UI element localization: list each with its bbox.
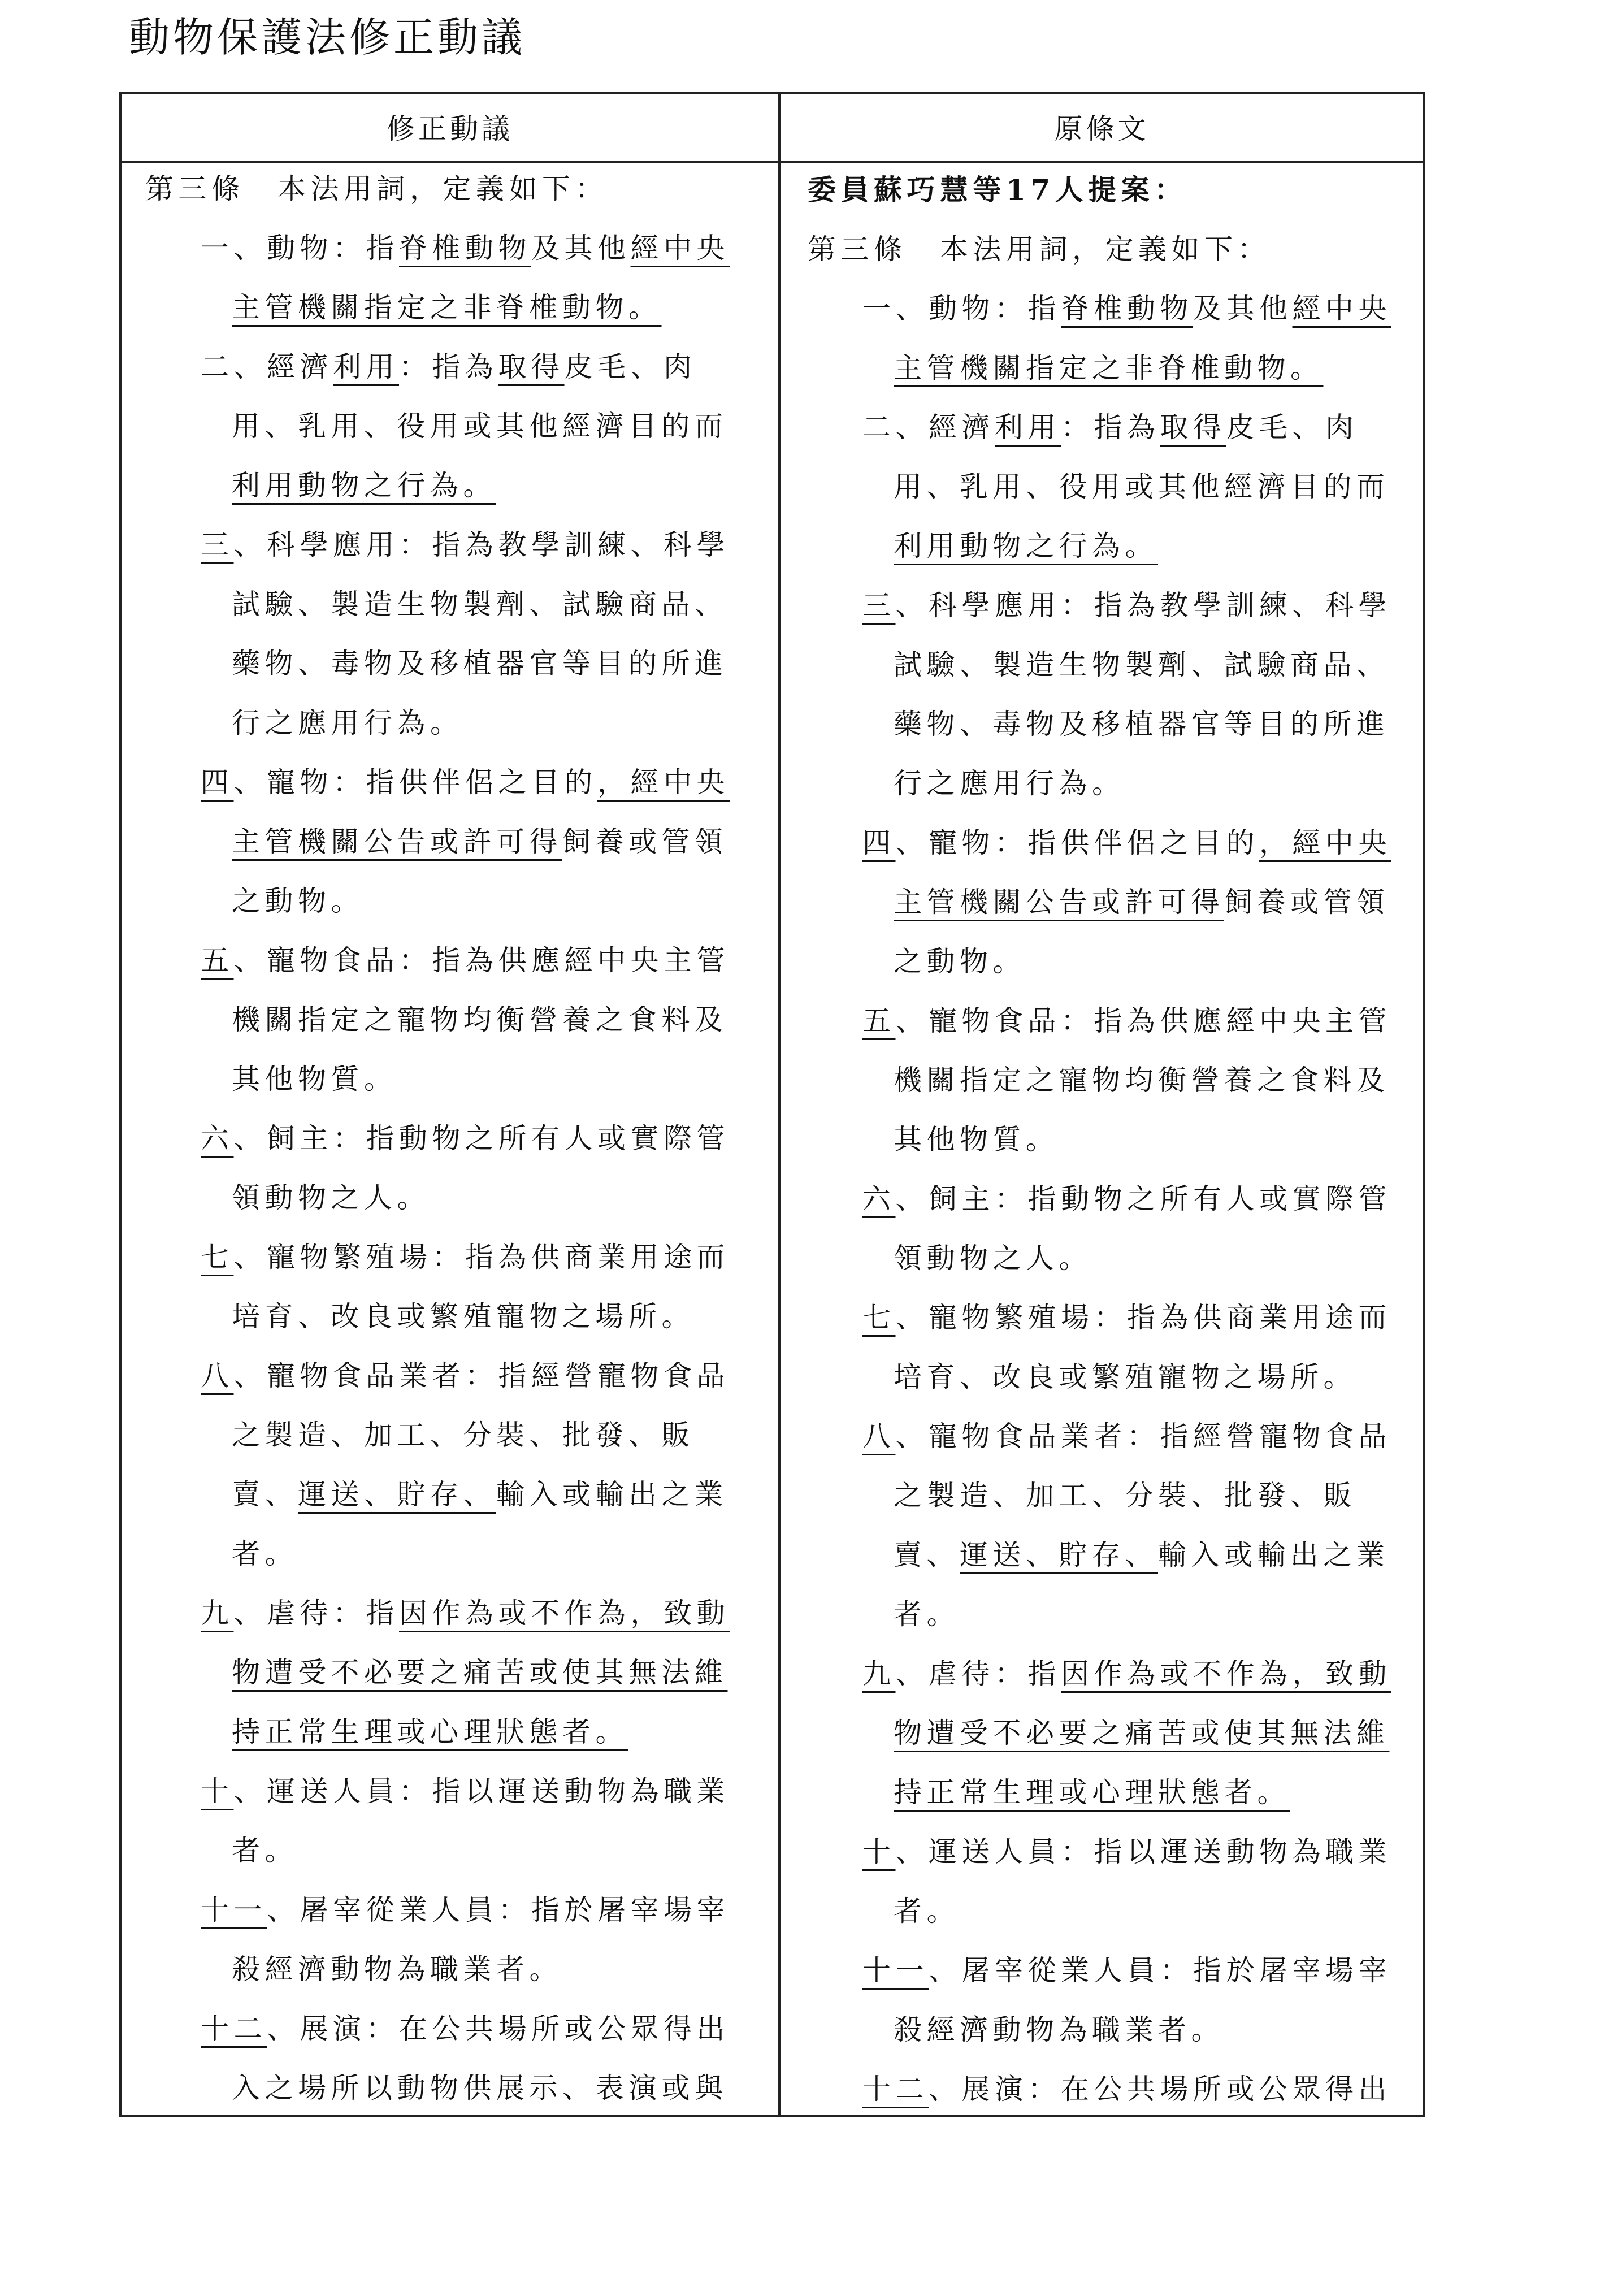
text-segment: 二、經濟 [201,350,333,383]
text-segment: 、屠宰從業人員：指於屠宰場宰 [929,1954,1391,1987]
underlined-text: 六 [201,1122,234,1155]
underlined-text: 九 [201,1597,234,1630]
text-segment: 之製造、加工、分裝、批發、販 [894,1479,1356,1512]
text-segment: 、飼主：指動物之所有人或實際管 [233,1122,730,1155]
underlined-text: 持正常生理或心理狀態者。 [894,1776,1290,1809]
text-line [862,1654,1391,1693]
text-segment: 、寵物繁殖場：指為供商業用途而 [895,1301,1391,1334]
underlined-text: 利用動物之行為。 [232,469,496,502]
text-segment: 領動物之人。 [232,1181,430,1214]
text-line [232,584,728,624]
text-line [201,2009,730,2048]
text-segment: 試驗、製造生物製劑、試驗商品、 [232,588,728,621]
text-line [232,1534,298,1574]
text-line [894,467,1390,506]
text-segment: 、虐待：指 [233,1597,399,1630]
text-line [232,1178,430,1218]
text-line [894,526,1158,566]
text-line [862,823,1391,863]
underlined-text: 取得 [1160,411,1226,444]
text-segment: 者。 [894,1598,960,1631]
text-segment: 其他物質。 [894,1123,1059,1156]
text-line [862,586,1391,625]
underlined-text: 七 [862,1301,896,1334]
text-segment: 培育、改良或繁殖寵物之場所。 [232,1300,695,1333]
text-line [232,1712,628,1752]
underlined-text: 利用 [333,350,399,383]
text-line [201,941,730,980]
underlined-text: 主管機關公告或許可得 [232,825,562,858]
text-line [894,1357,1356,1397]
text-line [232,2068,728,2108]
text-line [232,1000,728,1039]
text-line [201,228,730,268]
text-segment: 領動物之人。 [894,1242,1092,1275]
underlined-text: 主管機關公告或許可得 [894,886,1224,919]
header-divider [122,161,1423,163]
text-segment: 之製造、加工、分裝、批發、販 [232,1419,695,1452]
underlined-text: 脊椎動物 [399,232,531,265]
text-line [894,764,1125,803]
underlined-text: 八 [862,1420,896,1453]
text-segment: 、寵物繁殖場：指為供商業用途而 [233,1241,730,1273]
text-segment: ：指為 [1061,411,1160,444]
text-line [808,229,1271,269]
text-line [894,1238,1092,1278]
text-line [862,1298,1391,1337]
underlined-text: 物遭受不必要之痛苦或使其無法維 [894,1717,1390,1749]
text-segment: 皮毛、肉 [564,350,697,383]
underlined-text: 四 [862,826,896,859]
text-line [862,1179,1391,1219]
text-segment: 者。 [232,1834,298,1867]
underlined-text: 八 [201,1359,234,1392]
text-line [862,408,1359,447]
underlined-text: 運送、貯存、 [298,1478,496,1511]
text-line [232,466,496,505]
text-segment: 機關指定之寵物均衡營養之食料及 [894,1064,1390,1097]
underlined-text: 五 [201,944,234,977]
underlined-text: 十一 [862,1954,929,1987]
text-segment: 二、經濟 [862,411,995,444]
text-segment: 賣、 [232,1478,298,1511]
text-segment: 、運送人員：指以運送動物為職業 [233,1775,730,1808]
underlined-text: 取得 [498,350,565,383]
text-line [201,763,730,802]
text-segment: 用、乳用、役用或其他經濟目的而 [232,410,728,443]
text-line [862,1832,1391,1872]
text-line [232,703,463,743]
text-line [232,406,728,446]
underlined-text: 持正常生理或心理狀態者。 [232,1715,628,1748]
underlined-text: 因作為或不作為，致動 [1061,1657,1391,1690]
text-segment: 、寵物食品業者：指經營寵物食品 [895,1420,1391,1453]
underlined-text: 主管機關指定之非脊椎動物。 [894,352,1324,384]
text-segment: 、科學應用：指為教學訓練、科學 [233,528,730,561]
text-segment: 、寵物食品：指為供應經中央主管 [895,1004,1391,1037]
text-line [894,882,1390,922]
text-segment: 者。 [232,1537,298,1570]
underlined-text: 六 [862,1182,896,1215]
text-line [894,1773,1290,1812]
document-title: 動物保護法修正動議 [129,14,526,61]
text-segment: 皮毛、肉 [1226,411,1359,444]
text-segment: 其他物質。 [232,1063,397,1095]
underlined-text: 脊椎動物 [1061,292,1193,325]
text-line [232,288,662,327]
text-segment: 者。 [894,1895,960,1927]
text-segment: 第三條 本法用詞，定義如下： [808,233,1271,266]
underlined-text: 十二 [201,2012,267,2045]
text-line [862,1951,1391,1990]
underlined-text: 經中央 [630,232,730,265]
text-segment: 入之場所以動物供展示、表演或與 [232,2072,728,2104]
header-original: 原條文 [1054,112,1150,145]
text-line [201,525,730,565]
text-segment: 、寵物食品業者：指經營寵物食品 [233,1359,730,1392]
text-line [232,1415,695,1455]
text-line [894,348,1324,388]
text-line [201,1593,730,1633]
text-segment: 、展演：在公共場所或公眾得出 [267,2012,730,2045]
text-segment: 賣、 [894,1539,960,1571]
text-line [894,1891,960,1931]
underlined-text: 十二 [862,2073,929,2106]
text-segment: 一、動物：指 [201,232,399,265]
text-segment: 輸入或輸出之業 [1158,1539,1390,1571]
underlined-text: 十 [201,1775,234,1808]
text-segment: 之動物。 [232,885,364,917]
text-segment: 第三條 本法用詞，定義如下： [145,172,608,205]
text-line [894,704,1390,744]
text-segment: 飼養或管領 [1224,886,1390,919]
text-segment: 殺經濟動物為職業者。 [232,1953,562,1986]
header-amendment: 修正動議 [387,112,513,145]
text-line [201,1119,730,1158]
underlined-text: 十 [862,1835,896,1868]
text-line [894,1120,1059,1159]
text-line [894,1595,960,1634]
text-line [862,1001,1391,1041]
text-segment: 殺經濟動物為職業者。 [894,2013,1224,2046]
text-segment: 、寵物：指供伴侶之目的 [233,766,597,799]
text-segment: 藥物、毒物及移植器官等目的所進 [232,647,728,680]
text-line [201,1356,730,1396]
text-line [894,942,1026,981]
text-line [894,645,1390,685]
text-segment: 行之應用行為。 [232,707,463,739]
text-segment: 試驗、製造生物製劑、試驗商品、 [894,648,1390,681]
underlined-text: 物遭受不必要之痛苦或使其無法維 [232,1656,728,1689]
text-line [862,1416,1391,1456]
text-line [145,169,608,209]
text-segment: 、展演：在公共場所或公眾得出 [929,2073,1391,2106]
underlined-text: 五 [862,1004,896,1037]
underlined-text: 利用動物之行為。 [894,530,1158,562]
proposer-line: 委員蘇巧慧等17人提案： [808,173,1187,206]
text-segment: 飼養或管領 [562,825,728,858]
text-segment: 、虐待：指 [895,1657,1061,1690]
text-segment: 一、動物：指 [862,292,1061,325]
text-line [862,289,1391,328]
text-line [232,881,364,921]
text-segment: 行之應用行為。 [894,767,1125,800]
text-segment: 、寵物：指供伴侶之目的 [895,826,1259,859]
text-segment: 輸入或輸出之業 [496,1478,728,1511]
text-line [894,2010,1224,2050]
underlined-text: 四 [201,766,234,799]
underlined-text: ，經中央 [1259,826,1391,859]
text-segment: 、寵物食品：指為供應經中央主管 [233,944,730,977]
text-line [232,1297,695,1336]
text-line [201,1771,730,1811]
text-line [232,1059,397,1099]
text-line [862,2069,1391,2109]
text-segment: 用、乳用、役用或其他經濟目的而 [894,470,1390,503]
text-segment: 及其他 [531,232,631,265]
text-line [232,644,728,683]
text-segment: 及其他 [1193,292,1293,325]
text-segment: 、飼主：指動物之所有人或實際管 [895,1182,1391,1215]
text-line [232,1653,728,1692]
text-line [894,1535,1390,1575]
underlined-text: 利用 [995,411,1061,444]
comparison-table [119,92,1425,2117]
text-line [232,1950,562,1989]
text-segment: 之動物。 [894,945,1026,978]
text-line [201,1890,730,1930]
underlined-text: 運送、貯存、 [960,1539,1158,1571]
underlined-text: 九 [862,1657,896,1690]
text-segment: 、運送人員：指以運送動物為職業 [895,1835,1391,1868]
underlined-text: 經中央 [1292,292,1391,325]
text-segment: 機關指定之寵物均衡營養之食料及 [232,1003,728,1036]
text-segment: 、屠宰從業人員：指於屠宰場宰 [267,1894,730,1926]
text-line [232,822,728,861]
column-divider [778,94,781,2115]
underlined-text: 三 [201,528,234,561]
text-line [201,347,697,387]
text-line [201,1237,730,1277]
text-segment: 培育、改良或繁殖寵物之場所。 [894,1361,1356,1393]
text-segment: ：指為 [399,350,498,383]
text-segment: 藥物、毒物及移植器官等目的所進 [894,708,1390,740]
underlined-text: 十一 [201,1894,267,1926]
text-line [894,1476,1356,1515]
text-line [232,1831,298,1870]
text-line [894,1713,1390,1753]
underlined-text: 七 [201,1241,234,1273]
underlined-text: 因作為或不作為，致動 [399,1597,730,1630]
underlined-text: ，經中央 [597,766,730,799]
underlined-text: 三 [862,589,896,622]
text-line [232,1475,728,1514]
text-segment: 、科學應用：指為教學訓練、科學 [895,589,1391,622]
underlined-text: 主管機關指定之非脊椎動物。 [232,291,662,324]
text-line [894,1060,1390,1100]
